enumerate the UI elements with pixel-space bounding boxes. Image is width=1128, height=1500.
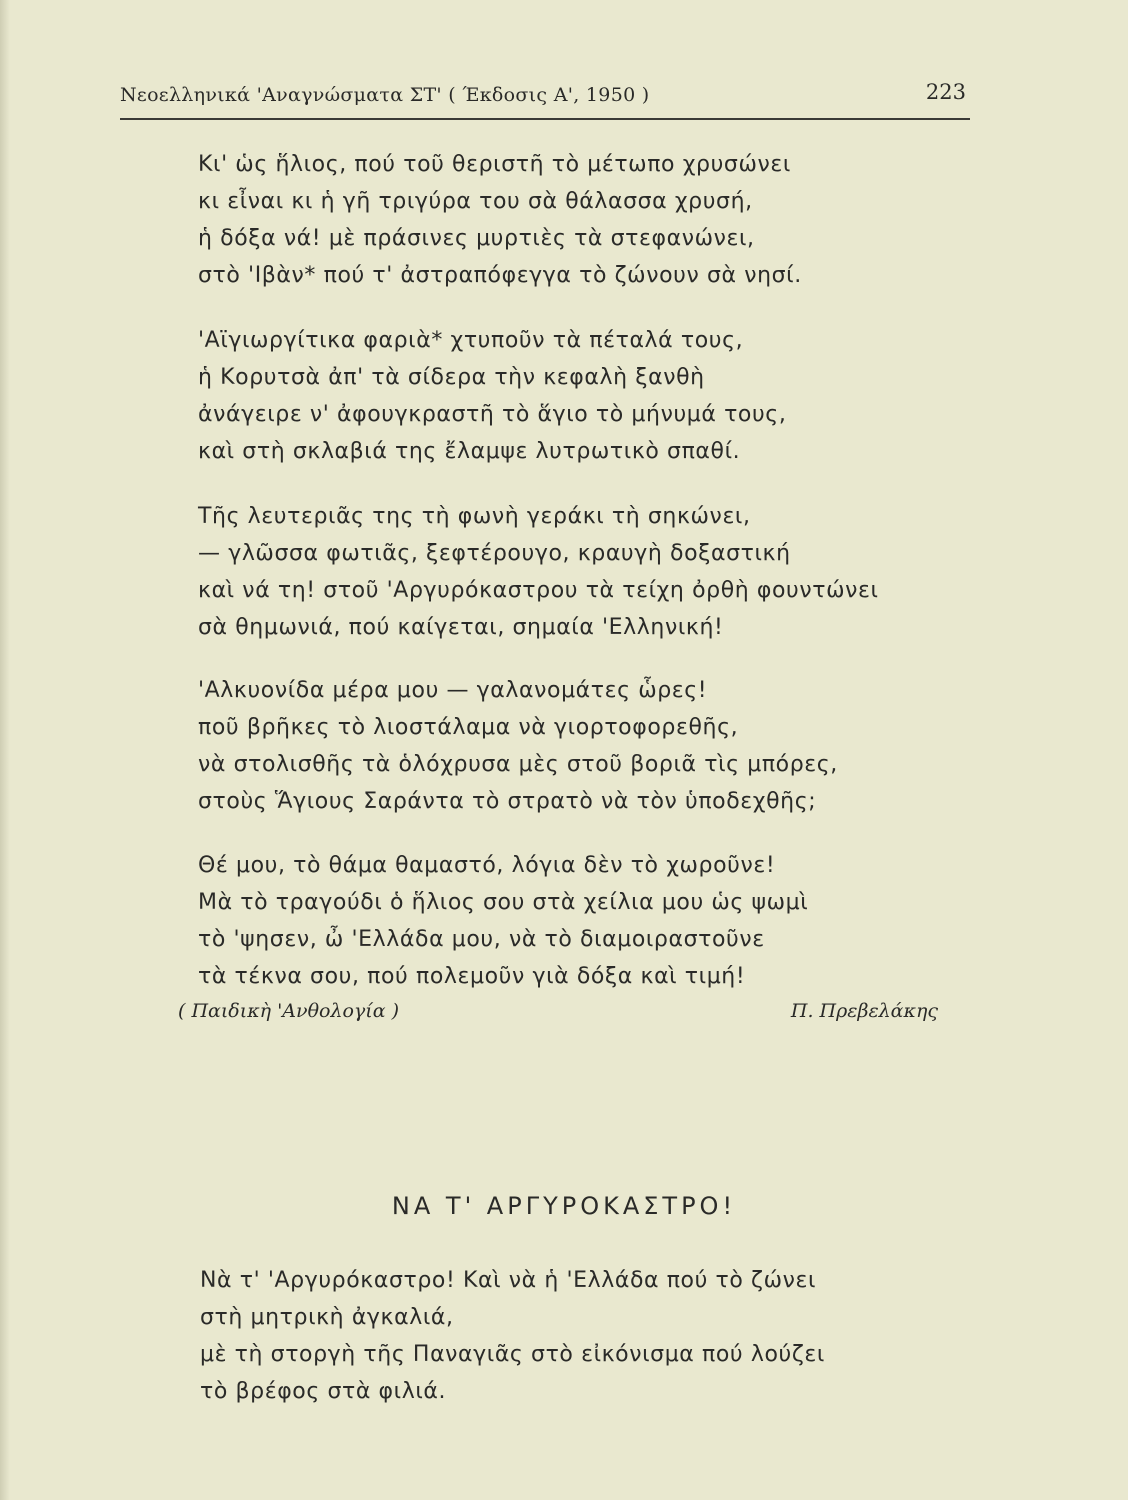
second-poem-stanza xyxy=(200,1262,980,1410)
poem-line: τὸ βρέφος στὰ φιλιά. xyxy=(200,1379,447,1404)
running-header xyxy=(120,80,970,120)
stanza-3 xyxy=(198,498,978,646)
author-name: Π. Πρεβελάκης xyxy=(790,1000,938,1022)
poem-line: τὸ 'ψησεν, ὦ 'Ελλάδα μου, νὰ τὸ διαμοιραστοῦνε xyxy=(198,927,765,952)
stanza-1 xyxy=(198,146,978,294)
poem-line: κι εἶναι κι ἡ γῆ τριγύρα του σὰ θάλασσα χρυσή, xyxy=(198,189,753,214)
poem-line: ἀνάγειρε ν' ἀφουγκραστῆ τὸ ἅγιο τὸ μήνυμά τους, xyxy=(198,402,787,427)
poem-line: στὴ μητρικὴ ἀγκαλιά, xyxy=(200,1305,454,1330)
poem-line: Κι' ὡς ἥλιος, πού τοῦ θεριστῆ τὸ μέτωπο χρυσώνει xyxy=(198,152,791,177)
second-poem-title: ΝΑ Τ' ΑΡΓΥΡΟΚΑΣΤΡΟ! xyxy=(391,1192,737,1220)
poem-line: στοὺς Ἅγιους Σαράντα τὸ στρατὸ νὰ τὸν ὑποδεχθῆς; xyxy=(198,789,817,814)
poem-line: καὶ νά τη! στοῦ 'Αργυρόκαστρου τὰ τείχη ὀρθὴ φουντώνει xyxy=(198,578,879,603)
poem-line: νὰ στολισθῆς τὰ ὁλόχρυσα μὲς στοῦ βοριᾶ τὶς μπόρες, xyxy=(198,752,838,777)
attribution xyxy=(178,1000,938,1030)
poem-line: ἡ δόξα νά! μὲ πράσινες μυρτιὲς τὰ στεφανώνει, xyxy=(198,226,755,251)
poem-line: μὲ τὴ στοργὴ τῆς Παναγιᾶς στὸ εἰκόνισμα πού λούζει xyxy=(200,1342,825,1367)
poem-line: Θέ μου, τὸ θάμα θαμαστό, λόγια δὲν τὸ χωροῦνε! xyxy=(198,853,776,878)
running-title: Νεοελληνικά 'Αναγνώσματα ΣΤ' ( Έκδοσις Α', 1950 ) xyxy=(120,84,650,106)
source-citation: ( Παιδικὴ 'Ανθολογία ) xyxy=(178,1000,400,1022)
poem-line: ἡ Κορυτσὰ ἀπ' τὰ σίδερα τὴν κεφαλὴ ξανθὴ xyxy=(198,365,705,390)
poem-line: 'Αϊγιωργίτικα φαριὰ* χτυποῦν τὰ πέταλά τους, xyxy=(198,328,744,353)
poem-line: τὰ τέκνα σου, πού πολεμοῦν γιὰ δόξα καὶ τιμή! xyxy=(198,964,746,989)
poem-line: στὸ 'Ιβὰν* πού τ' ἀστραπόφεγγα τὸ ζώνουν σὰ νησί. xyxy=(198,263,802,288)
stanza-2 xyxy=(198,322,978,470)
stanza-5 xyxy=(198,847,978,995)
page-edge-shadow xyxy=(0,0,10,1500)
poem-line: 'Αλκυονίδα μέρα μου — γαλανομάτες ὧρες! xyxy=(198,678,708,703)
poem-line: σὰ θημωνιά, πού καίγεται, σημαία 'Ελληνική! xyxy=(198,615,724,640)
stanza-4 xyxy=(198,672,978,820)
poem-line: Νὰ τ' 'Αργυρόκαστρο! Καὶ νὰ ἡ 'Ελλάδα πού τὸ ζώνει xyxy=(200,1268,817,1293)
poem-line: ποῦ βρῆκες τὸ λιοστάλαμα νὰ γιορτοφορεθῆς, xyxy=(198,715,739,740)
poem-line: Τῆς λευτεριᾶς της τὴ φωνὴ γεράκι τὴ σηκώνει, xyxy=(198,504,751,529)
page-number: 223 xyxy=(925,80,966,104)
poem-line: καὶ στὴ σκλαβιά της ἔλαμψε λυτρωτικὸ σπαθί. xyxy=(198,439,741,464)
poem-line: — γλῶσσα φωτιᾶς, ξεφτέρουγο, κραυγὴ δοξαστική xyxy=(198,541,791,566)
poem-line: Μὰ τὸ τραγούδι ὁ ἥλιος σου στὰ χείλια μου ὡς ψωμὶ xyxy=(198,890,809,915)
